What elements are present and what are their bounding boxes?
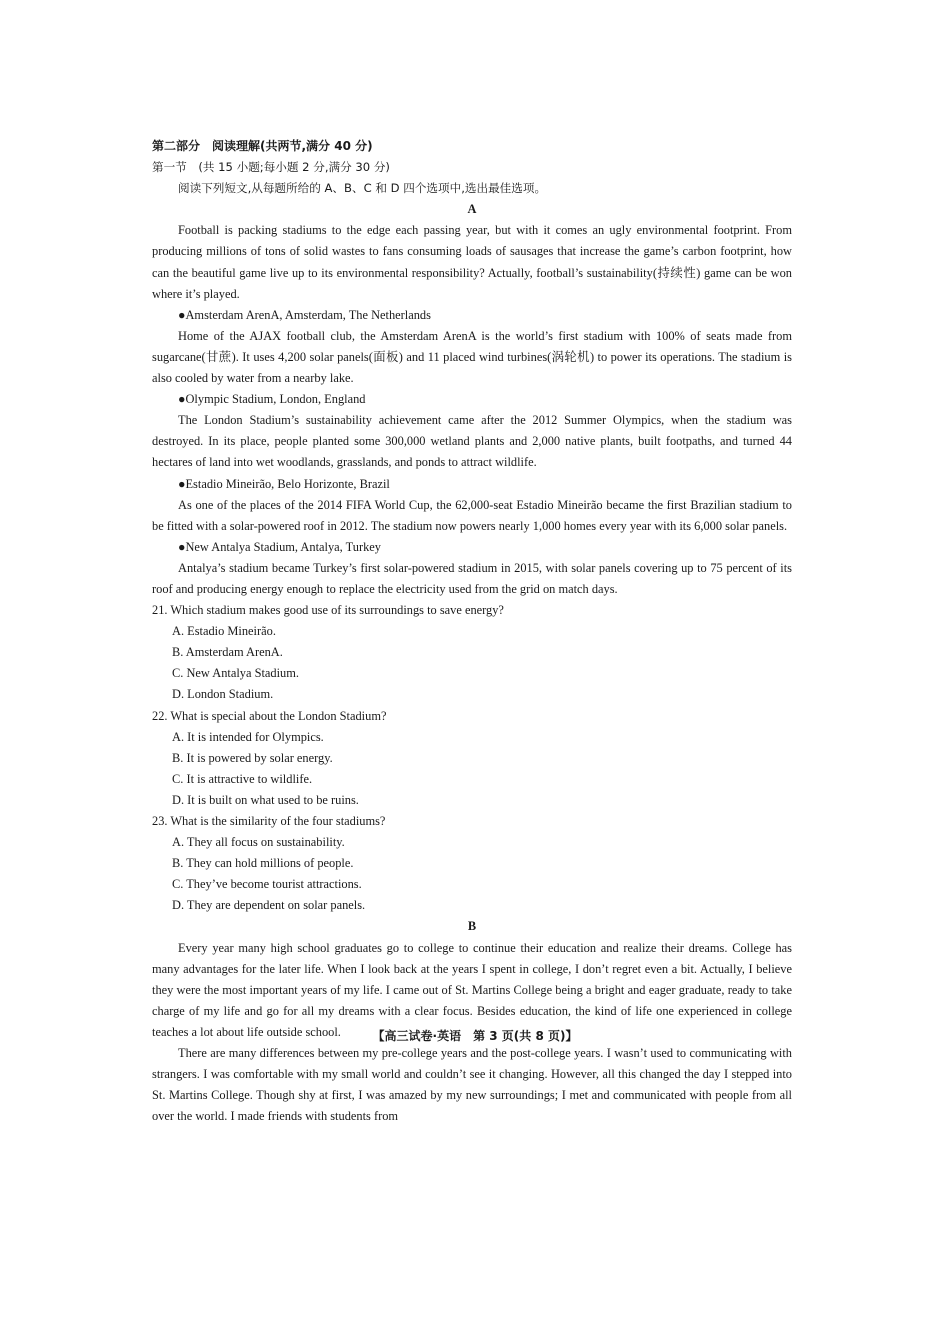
section-title: 第一节 (共 15 小题;每小题 2 分,满分 30 分) bbox=[152, 160, 390, 175]
question-options bbox=[152, 832, 792, 916]
option: A. It is intended for Olympics. bbox=[172, 729, 324, 744]
question-stem: 21. Which stadium makes good use of its surroundings to save energy? bbox=[152, 603, 504, 618]
option: A. Estadio Mineirão. bbox=[172, 624, 276, 639]
stadium-heading: ●Estadio Mineirão, Belo Horizonte, Brazil bbox=[178, 476, 390, 491]
option: D. It is built on what used to be ruins. bbox=[172, 792, 359, 807]
passage-b-label: B bbox=[467, 919, 477, 934]
page-content bbox=[152, 136, 792, 1127]
stadium-text: As one of the places of the 2014 FIFA World Cup, the 62,000-seat Estadio Mineirão became the first Brazilian stadium to be fitted with a solar-powered roof in 2012. The stadium now powers nearly 1,000 homes every year with its 6,000 solar panels. bbox=[152, 497, 792, 533]
option: D. They are dependent on solar panels. bbox=[172, 898, 366, 913]
option: B. It is powered by solar energy. bbox=[172, 750, 333, 765]
passage-a-intro: Football is packing stadiums to the edge each passing year, but with it comes an ugly environmental footprint. From producing millions of tons of solid wastes to fans consuming loads of sausages that increase the game’s carbon footprint, how can the beautiful game live up to its environmental responsibility? Actually, football’s sustainability(持续性) game can be won where it’s played. bbox=[152, 223, 792, 301]
stadium-heading: ●Amsterdam ArenA, Amsterdam, The Netherlands bbox=[178, 307, 431, 322]
question-options bbox=[152, 621, 792, 705]
question-stem: 23. What is the similarity of the four stadiums? bbox=[152, 814, 386, 828]
passage-b-paragraph: There are many differences between my pre-college years and the post-college years. I wasn’t used to communicating with strangers. I was comfortable with my small world and couldn’t see it changing. However, all this changed the day I stepped into St. Martins College. Though shy at first, I was amazed by my new surroundings; I met and communicated with people from all over the world. I made friends with students from bbox=[152, 1046, 792, 1124]
stadium-text: Home of the AJAX football club, the Amsterdam ArenA is the world’s first stadium with 100% of seats made from sugarcane(甘蔗). It uses 4,200 solar panels(面板) and 11 placed wind turbines(涡轮机) to power its operations. The stadium is also cooled by water from a nearby lake. bbox=[152, 328, 792, 386]
page-footer: 【高三试卷·英语 第 3 页(共 8 页)】 bbox=[372, 1029, 578, 1043]
option: D. London Stadium. bbox=[172, 687, 274, 702]
instructions: 阅读下列短文,从每题所给的 A、B、C 和 D 四个选项中,选出最佳选项。 bbox=[178, 181, 547, 196]
stadium-text: The London Stadium’s sustainability achievement came after the 2012 Summer Olympics, when the stadium was destroyed. In its place, people planted some 300,000 wetland plants and 2,000 native plants, built footpaths, and turned 44 hectares of land into wet woodlands, grasslands, and ponds to attract wildlife. bbox=[152, 413, 792, 470]
option: B. Amsterdam ArenA. bbox=[172, 645, 283, 660]
passage-a-label: A bbox=[467, 202, 477, 217]
stadium-heading: ●Olympic Stadium, London, England bbox=[178, 392, 366, 407]
option: C. New Antalya Stadium. bbox=[172, 666, 299, 681]
question-stem: 22. What is special about the London Stadium? bbox=[152, 708, 387, 723]
passage-b-paragraph: Every year many high school graduates go to college to continue their education and realize their dreams. College has many advantages for the later life. When I look back at the years I spent in college, I don’t regret even a bit. Actually, I believe they were the most important years of my life. I came out of St. Martins College being a bright and eager graduate, ready to take charge of my life and go for all my dreams with a clear focus. Besides education, the kind of life one experienced in college teaches a lot about life outside school. bbox=[152, 940, 792, 1039]
stadium-text: Antalya’s stadium became Turkey’s first solar-powered stadium in 2015, with solar panels covering up to 75 percent of its roof and producing energy enough to replace the electricity used from the grid on match days. bbox=[152, 560, 792, 596]
stadium-heading: ●New Antalya Stadium, Antalya, Turkey bbox=[178, 539, 381, 554]
option: B. They can hold millions of people. bbox=[172, 856, 354, 871]
option: C. It is attractive to wildlife. bbox=[172, 771, 313, 786]
option: C. They’ve become tourist attractions. bbox=[172, 877, 362, 892]
part-title: 第二部分 阅读理解(共两节,满分 40 分) bbox=[152, 139, 373, 153]
option: A. They all focus on sustainability. bbox=[172, 835, 345, 850]
question-options bbox=[152, 727, 792, 811]
